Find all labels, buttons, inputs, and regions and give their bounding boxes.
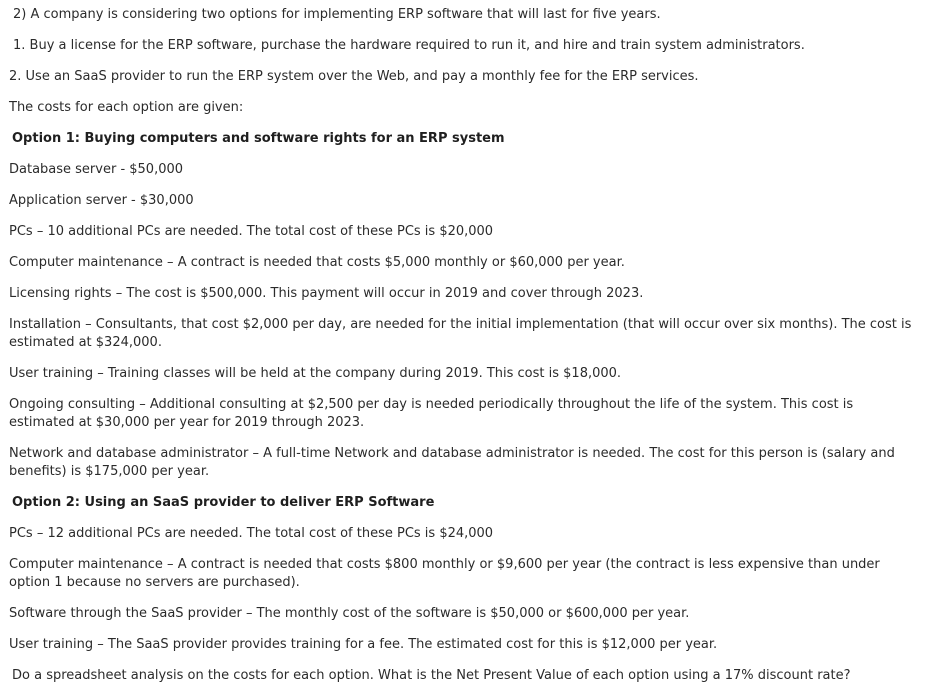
option2-heading: Option 2: Using an SaaS provider to deliver ERP Software <box>12 495 435 510</box>
option2-item-maintenance: Computer maintenance – A contract is needed that costs $800 monthly or $9,600 per year (the contract is less expensive than under option 1 because no servers are purchased). <box>9 557 880 590</box>
option1-heading: Option 1: Buying computers and software rights for an ERP system <box>12 131 505 146</box>
option1-item-ongoing-consulting: Ongoing consulting – Additional consulting at $2,500 per day is needed periodically throughout the life of the system. This cost is estimated at $30,000 per year for 2019 through 2023. <box>9 397 854 430</box>
closing-question: Do a spreadsheet analysis on the costs for each option. What is the Net Present Value of each option using a 17% discount rate? <box>12 668 851 683</box>
option2-item-pcs: PCs – 12 additional PCs are needed. The total cost of these PCs is $24,000 <box>9 526 494 541</box>
option1-item-licensing: Licensing rights – The cost is $500,000. This payment will occur in 2019 and cover through 2023. <box>9 286 644 301</box>
option1-item-installation: Installation – Consultants, that cost $2,000 per day, are needed for the initial implementation (that will occur over six months). The cost is estimated at $324,000. <box>9 317 912 350</box>
option1-item-user-training: User training – Training classes will be held at the company during 2019. This cost is $18,000. <box>9 366 622 381</box>
option-b-summary: 2. Use an SaaS provider to run the ERP system over the Web, and pay a monthly fee for the ERP services. <box>9 69 699 84</box>
option2-item-user-training: User training – The SaaS provider provides training for a fee. The estimated cost for this is $12,000 per year. <box>9 637 718 652</box>
option1-item-database-server: Database server - $50,000 <box>9 162 184 177</box>
option-a-summary: 1. Buy a license for the ERP software, purchase the hardware required to run it, and hire and train system administrators. <box>13 38 805 53</box>
option1-item-network-admin: Network and database administrator – A full-time Network and database administrator is needed. The cost for this person is (salary and benefits) is $175,000 per year. <box>9 446 895 479</box>
costs-intro: The costs for each option are given: <box>9 100 244 115</box>
option1-item-pcs: PCs – 10 additional PCs are needed. The total cost of these PCs is $20,000 <box>9 224 494 239</box>
question-intro: 2) A company is considering two options for implementing ERP software that will last for five years. <box>13 7 661 22</box>
option1-item-application-server: Application server - $30,000 <box>9 193 194 208</box>
option2-item-saas-software: Software through the SaaS provider – The monthly cost of the software is $50,000 or $600,000 per year. <box>9 606 690 621</box>
option1-item-maintenance: Computer maintenance – A contract is needed that costs $5,000 monthly or $60,000 per year. <box>9 255 625 270</box>
